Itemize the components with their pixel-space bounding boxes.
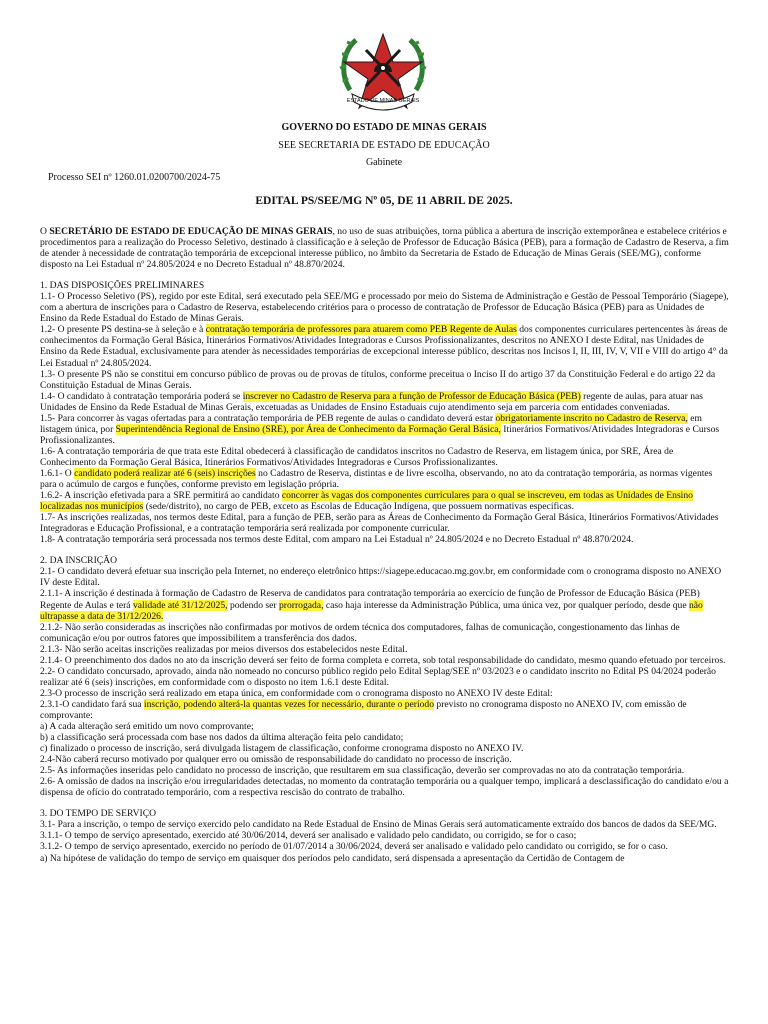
clause-paragraph: [40, 644, 730, 655]
process-number: Processo SEI nº 1260.01.0200700/2024-75: [48, 172, 221, 183]
text-run: 2.1.3- Não serão aceitas inscrições realizadas por meios diversos dos estabelecidos neste Edital.: [40, 643, 408, 655]
text-run: Itinerários Formativos/Atividades Integradoras e Cursos Profissionalizantes.: [40, 423, 720, 446]
clause-paragraph: [40, 830, 730, 841]
highlighted-text: inscrição, podendo alterá-la quantas vezes for necessário, durante o período: [143, 698, 434, 710]
text-run: 3.1.1- O tempo de serviço apresentado, exercido até 30/06/2014, deverá ser analisado e validado pelo candidato, ou corrigido, se for o caso;: [40, 830, 577, 842]
clause-paragraph: [40, 534, 730, 545]
text-run: , no uso de suas atribuições, torna pública a abertura de inscrição extemporânea e estabelece critérios e procedimentos para a realização do Processo Seletivo, destinado à classificação e à seleção de Professor de Educação Básica (PEB), para a formação de Cadastro de Reserva, a fim de atender à necessidade de contratação temporária de excepcional interesse público, no âmbito da Secretaria de Estado de Educação de Minas Gerais (SEE/MG), conforme disposto na Lei Estadual nº 24.805/2024 e no Decreto Estadual nº 48.870/2024.: [40, 226, 729, 271]
text-run: 1.7- As inscrições realizadas, nos termos deste Edital, para a função de PEB, serão para as Áreas de Conhecimento da Formação Geral Básica, Itinerários Formativos/Atividades Integradoras e Educação Profissional, e a contratação temporária será realizada por componente curricular.: [40, 512, 719, 535]
text-run: 1.3- O presente PS não se constitui em concurso público de provas ou de provas de títulos, conforme preceitua o Inciso II do artigo 37 da Constituição Federal e do artigo 22 da Constituição Estadual de Minas Gerais.: [40, 368, 716, 391]
section: [40, 808, 730, 863]
text-run: 1.1- O Processo Seletivo (PS), regido por este Edital, será executado pela SEE/MG e processado por meio do Sistema de Administração e Gestão de Pessoal Temporário (Siagepe), com a abertura de inscrições para o Cadastro de Reserva, estabelecendo critérios para o processo de contratação de Professor de Educação Básica (PEB) para as Unidades de Ensino da Rede Estadual do Estado de Minas Gerais.: [40, 291, 729, 325]
clause-paragraph: [40, 699, 730, 721]
text-run: 3.1- Para a inscrição, o tempo de serviço exercido pelo candidato na Rede Estadual de Ensino de Minas Gerais será automaticamente extraído dos bancos de dados da SEE/MG.: [40, 819, 717, 831]
section: [40, 280, 730, 545]
text-run: 2.5- As informações inseridas pelo candidato no processo de inscrição, que resultarem em sua classificação, deverão ser comprovadas no ato da contratação temporária.: [40, 765, 685, 777]
text-run: 1.2- O presente PS destina-se à seleção e à: [40, 324, 206, 336]
secretariat-heading: SEE SECRETARIA DE ESTADO DE EDUCAÇÃO: [278, 140, 490, 151]
highlighted-text: inscrever no Cadastro de Reserva para a função de Professor de Educação Básica (PEB): [242, 390, 581, 402]
highlighted-text: concorrer às vagas dos componentes curriculares para o qual se inscreveu, em todas as Unidades de Ensino localizadas nos municípios: [40, 490, 693, 513]
text-run: 1.6.1- O: [40, 467, 75, 479]
text-run: 3. DO TEMPO DE SERVIÇO: [40, 808, 157, 820]
text-run: O: [40, 226, 50, 237]
text-run: 2.1.1- A inscrição é destinada à formação de Cadastro de Reserva de candidatos para contratação temporária ao exercício de função de Professor de Educação Básica (PEB) Regente de Aulas e terá: [40, 588, 700, 611]
intro-paragraph: [40, 226, 730, 270]
text-run: 1.8- A contratação temporária será processada nos termos deste Edital, com amparo na Lei Estadual nº 24.805/2024 e no Decreto Estadual nº 48.870/2024.: [40, 534, 634, 546]
text-run: podendo ser: [227, 599, 279, 611]
clause-paragraph: [40, 391, 730, 413]
text-run: a) Na hipótese de validação do tempo de serviço em quaisquer dos períodos pelo candidato, será dispensada a apresentação da Certidão de Contagem de: [40, 852, 625, 864]
document-body: [40, 226, 730, 864]
clause-paragraph: [40, 841, 730, 852]
section: [40, 555, 730, 798]
clause-paragraph: [40, 732, 730, 743]
clause-paragraph: [40, 688, 730, 699]
text-run: 2.6- A omissão de dados na inscrição e/ou irregularidades detectadas, no momento da contratação temporária ou a qualquer tempo, implicará a desclassificação do candidato e/ou a dispensa de ofício do contratado temporário, com a respectiva rescisão do contrato de trabalho.: [40, 776, 729, 799]
clause-paragraph: [40, 566, 730, 588]
clause-paragraph: [40, 765, 730, 776]
clause-paragraph: [40, 819, 730, 830]
highlighted-text: prorrogada,: [278, 599, 324, 611]
clause-paragraph: [40, 853, 730, 864]
clause-paragraph: [40, 369, 730, 391]
text-run: 2.1- O candidato deverá efetuar sua inscrição pela Internet, no endereço eletrônico https://siagepe.educacao.mg.gov.br, em conformidade com o cronograma disposto no ANEXO IV deste Edital.: [40, 566, 722, 589]
text-run: 2.4-Não caberá recurso motivado por qualquer erro ou omissão de responsabilidade do candidato no processo de inscrição.: [40, 754, 512, 766]
section-heading: [40, 808, 730, 819]
bold-text: SECRETÁRIO DE ESTADO DE EDUCAÇÃO DE MINAS GERAIS: [49, 226, 333, 237]
text-run: regente de aulas, para atuar nas Unidades de Ensino da Rede Estadual de Minas Gerais, excetuadas as Unidades de Ensino Estaduais cujo atendimento seja em parceria com entidades conveniadas.: [40, 390, 704, 413]
text-run: 1.6.2- A inscrição efetivada para a SRE permitirá ao candidato: [40, 490, 282, 502]
sections: [40, 280, 730, 863]
highlighted-text: candidato poderá realizar até 6 (seis) inscrições: [74, 467, 256, 479]
text-run: b) a classificação será processada com base nos dados da última alteração feita pelo candidato;: [40, 732, 404, 744]
clause-paragraph: [40, 622, 730, 644]
highlighted-text: Superintendência Regional de Ensino (SRE), por Área de Conhecimento da Formação Geral Básica,: [115, 423, 501, 435]
clause-paragraph: [40, 754, 730, 765]
text-run: 1. DAS DISPOSIÇÕES PRELIMINARES: [40, 280, 205, 292]
clause-paragraph: [40, 776, 730, 798]
section-heading: [40, 555, 730, 566]
clause-paragraph: [40, 721, 730, 732]
clause-paragraph: [40, 490, 730, 512]
text-run: no Cadastro de Reserva, distintas e de livre escolha, observando, no ato da contratação temporária, as normas vigentes para o acúmulo de cargos e funções, conforme previsto em legislação própria.: [40, 467, 713, 491]
text-run: em listagem única, por: [40, 412, 702, 435]
clause-paragraph: [40, 655, 730, 666]
text-run: dos componentes curriculares pertencentes às áreas de conhecimentos da Formação Geral Básica, Itinerários Formativos/Atividades Integradoras e Cursos Profissionalizantes, descritos no ANEXO I deste Edital, nas Unidades de Ensino da Rede Estadual, exclusivamente para atender às necessidades temporárias de excepcional interesse público, descritas nos Incisos I, II, III, IV, V, VII e VIII do artigo 4° da Lei Estadual nº 24.805/2024.: [40, 324, 728, 369]
clause-paragraph: [40, 666, 730, 688]
text-run: 1.6- A contratação temporária de que trata este Edital obedecerá à classificação de candidatos inscritos no Cadastro de Reserva, em listagem única, por SRE, Área de Conhecimento da Formação Geral Básica, Itinerários Formativos/Atividades Integradoras e Cursos Profissionalizantes.: [40, 445, 674, 468]
highlighted-text: validade até 31/12/2025,: [132, 599, 228, 611]
seal-banner-text: [346, 96, 420, 104]
edital-title: EDITAL PS/SEE/MG Nº 05, DE 11 ABRIL DE 2025.: [255, 195, 513, 207]
clause-paragraph: [40, 512, 730, 534]
highlighted-text: não ultrapasse a data de 31/12/2026.: [40, 599, 703, 622]
clause-paragraph: [40, 291, 730, 324]
clause-paragraph: [40, 588, 730, 621]
text-run: 2.1.4- O preenchimento dos dados no ato da inscrição deverá ser feito de forma completa e correta, sob total responsabilidade do candidato, mesmo quando efetuado por terceiros.: [40, 654, 726, 666]
text-run: 2.3.1-O candidato fará sua: [40, 698, 144, 710]
text-run: 1.5- Para concorrer às vagas ofertadas para a contratação temporária de PEB regente de aulas o candidato deverá estar: [40, 412, 496, 424]
text-run: previsto no cronograma disposto no ANEXO IV, com emissão de comprovante:: [40, 698, 687, 721]
text-run: a) A cada alteração será emitido um novo comprovante;: [40, 721, 254, 733]
highlighted-text: obrigatoriamente inscrito no Cadastro de Reserva,: [495, 412, 688, 424]
clause-paragraph: [40, 413, 730, 446]
text-run: 3.1.2- O tempo de serviço apresentado, exercido no período de 01/07/2014 a 30/06/2024, deverá ser analisado e validado pelo candidato ou corrigido, se for o caso.: [40, 841, 668, 853]
clause-paragraph: [40, 446, 730, 468]
clause-paragraph: [40, 743, 730, 754]
text-run: 2.3-O processo de inscrição será realizado em etapa única, em conformidade com o cronograma disposto no ANEXO IV deste Edital:: [40, 687, 553, 699]
text-run: 2. DA INSCRIÇÃO: [40, 555, 118, 567]
text-run: 1.4- O candidato à contratação temporária poderá se: [40, 390, 243, 402]
text-run: caso haja interesse da Administração Pública, uma única vez, por qualquer período, desde que: [323, 599, 689, 611]
text-run: 2.1.2- Não serão consideradas as inscrições não confirmadas por motivos de ordem técnica dos computadores, falhas de comunicação, congestionamento das linhas de comunicação e/ou por outros fatores que impossibilitem a transferência dos dados.: [40, 621, 680, 644]
section-heading: [40, 280, 730, 291]
clause-paragraph: [40, 468, 730, 490]
text-run: (sede/distrito), no cargo de PEB, exceto as Escolas de Educação Indígena, que possuem normativas específicas.: [143, 501, 574, 513]
text-run: 2.2- O candidato concursado, aprovado, ainda não nomeado no concurso público regido pelo Edital Seplag/SEE nº 03/2023 e o candidato inscrito no Edital PS 04/2024 poderão realizar até 6 (seis) inscrições, em conformidade com o disposto no item 1.6.1 deste Edital.: [40, 665, 716, 688]
text-run: c) finalizado o processo de inscrição, será divulgada listagem de classificação, conforme cronograma disposto no ANEXO IV.: [40, 743, 524, 755]
clause-paragraph: [40, 324, 730, 368]
svg-text:ESTADO DE MINAS GERAIS: ESTADO DE MINAS GERAIS: [346, 98, 420, 104]
office-heading: Gabinete: [365, 157, 403, 168]
highlighted-text: contratação temporária de professores para atuarem como PEB Regente de Aulas: [205, 324, 517, 336]
government-heading: GOVERNO DO ESTADO DE MINAS GERAIS: [281, 122, 487, 133]
